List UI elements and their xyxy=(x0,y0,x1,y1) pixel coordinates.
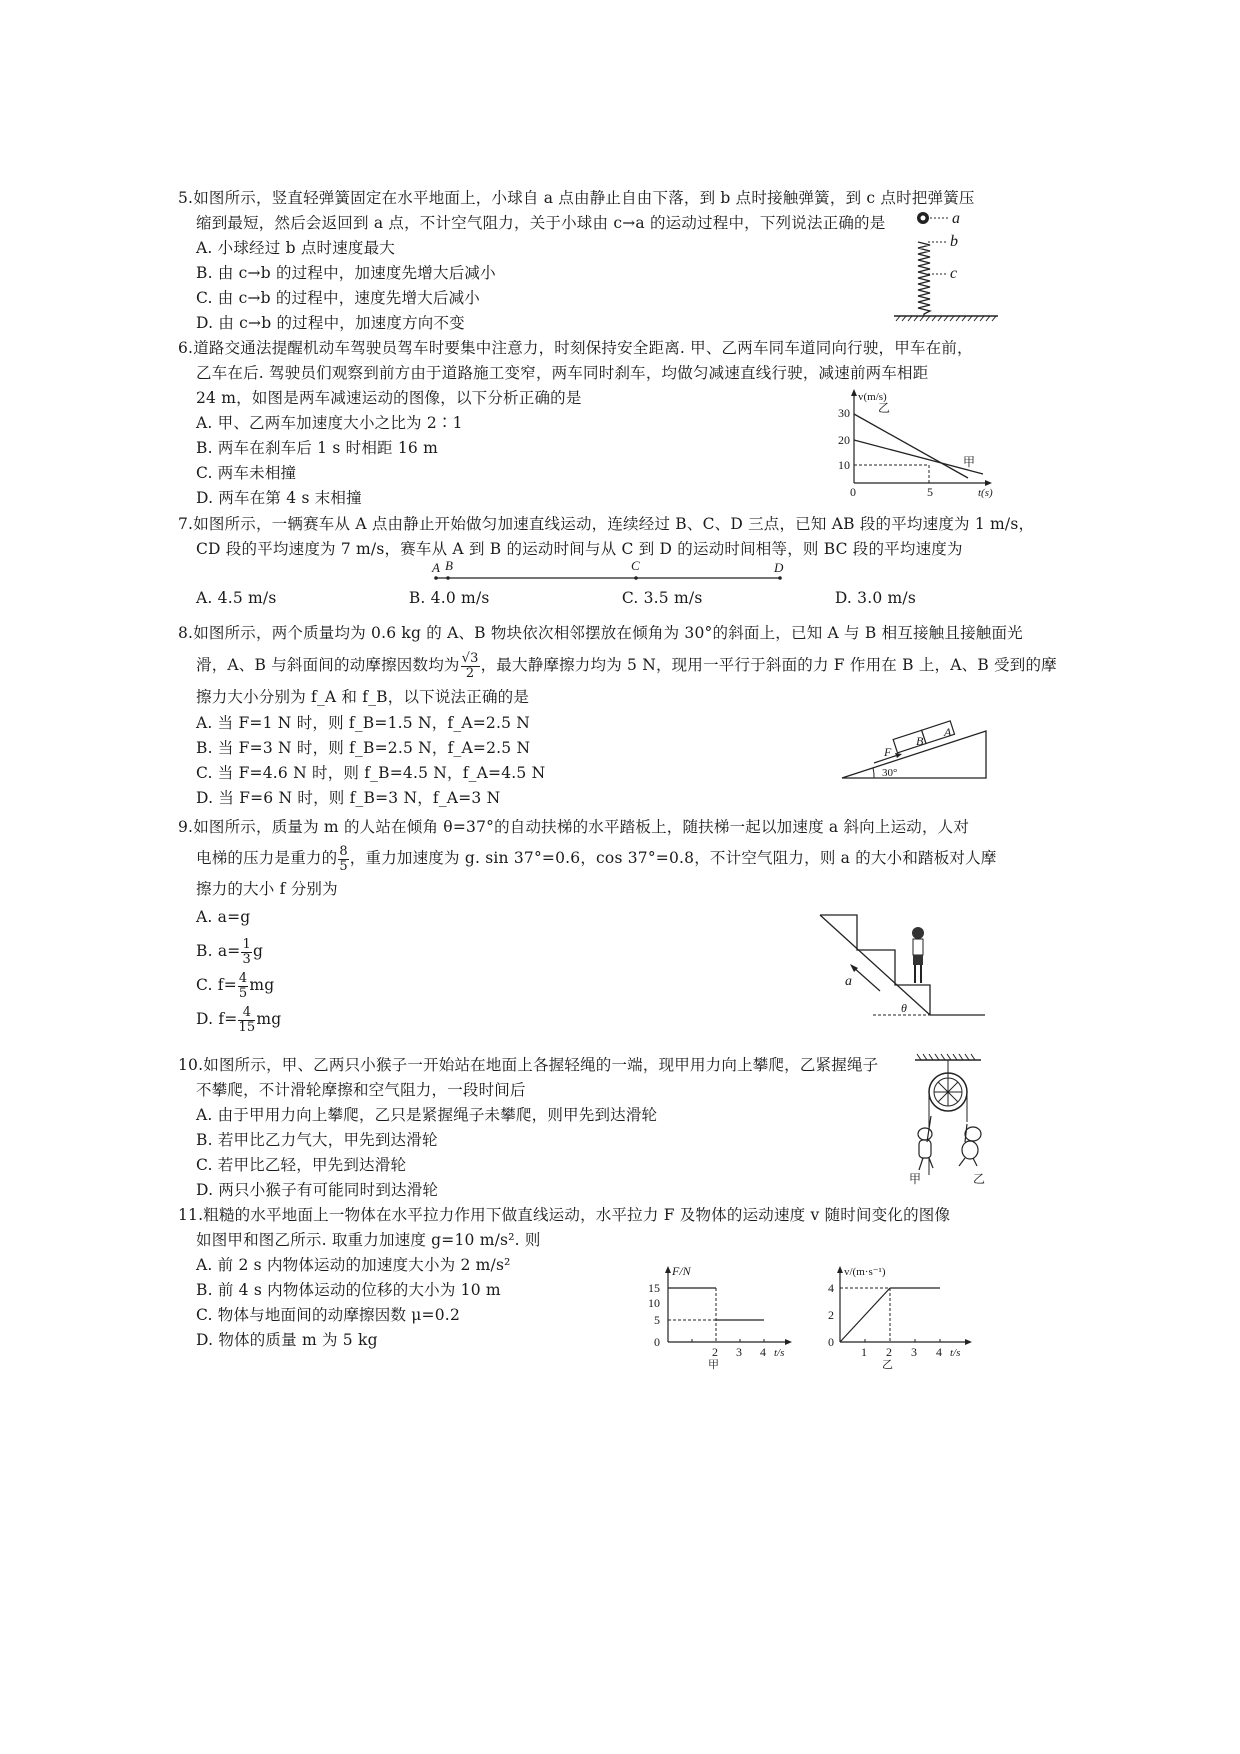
spring-figure xyxy=(890,208,1010,333)
monkey-yi-icon xyxy=(959,1124,981,1166)
fraction: $\frac{√3}{2}$ xyxy=(461,650,479,681)
svg-text:甲: 甲 xyxy=(708,1359,719,1371)
svg-text:2: 2 xyxy=(828,1308,834,1322)
option-c[interactable]: C. 两车未相撞 xyxy=(196,464,297,482)
question-8: 8.如图所示，两个质量均为 0.6 kg 的 A、B 物块依次相邻摆放在倾角为 30°的斜面上，已知 A 与 B 相互接触且接触面光 滑，A、B 与斜面间的动摩擦因数均为 $\frac{√3}{2}$ ，最大静摩擦力均为 5 N，现用一平行于斜面的力 F 作用在 B 上，A、B 受到的摩 擦力大小分别为 f_A 和 f_B，以下说法正确的是 xyxy=(178,624,1057,706)
svg-text:θ: θ xyxy=(901,1001,907,1015)
option-c[interactable]: C. 物体与地面间的动摩擦因数 μ=0.2 xyxy=(196,1306,460,1324)
option-d[interactable]: D. f= $\frac{4}{15}$ mg xyxy=(196,1004,282,1035)
svg-text:3: 3 xyxy=(911,1345,917,1359)
svg-text:30°: 30° xyxy=(882,767,898,779)
svg-text:2: 2 xyxy=(886,1345,892,1359)
question-number: 11. xyxy=(178,1206,204,1224)
escalator-figure xyxy=(805,905,1015,1015)
track-figure xyxy=(430,558,790,584)
svg-text:0: 0 xyxy=(654,1335,660,1349)
svg-text:t/s: t/s xyxy=(950,1347,961,1359)
svg-text:3: 3 xyxy=(736,1345,742,1359)
option-a[interactable]: A. a=g xyxy=(196,908,251,926)
option-c[interactable]: C. 由 c→b 的过程中，速度先增大后减小 xyxy=(196,289,481,307)
question-number: 7. xyxy=(178,515,194,533)
svg-text:20: 20 xyxy=(838,433,850,447)
question-7: 7.如图所示，一辆赛车从 A 点由静止开始做匀加速直线运动，连续经过 B、C、D 三点，已知 AB 段的平均速度为 1 m/s， CD 段的平均速度为 7 m/s，赛车从 A 到 B 的运动时间与从 C 到 D 的运动时间相等，则 BC 段的平均速度为 A. 4.5 m/s B. 4.0 m/s C. 3.5 m/s D. 3.0 m/s xyxy=(178,512,1034,611)
svg-text:10: 10 xyxy=(648,1296,660,1310)
option-a[interactable]: A. 小球经过 b 点时速度最大 xyxy=(196,239,396,257)
svg-text:c: c xyxy=(950,265,958,282)
svg-text:0: 0 xyxy=(828,1335,834,1349)
fraction: $\frac{8}{5}$ xyxy=(339,843,348,874)
option-d[interactable]: D. 两只小猴子有可能同时到达滑轮 xyxy=(196,1181,439,1199)
svg-text:4: 4 xyxy=(828,1281,834,1295)
option-d[interactable]: D. 3.0 m/s xyxy=(834,589,916,607)
option-b[interactable]: B. 前 4 s 内物体运动的位移的大小为 10 m xyxy=(196,1281,501,1299)
svg-text:b: b xyxy=(950,233,958,250)
question-6: 6.道路交通法提醒机动车驾驶员驾车时要集中注意力，时刻保持安全距离. 甲、乙两车同车道同向行驶，甲车在前， 乙车在后. 驾驶员们观察到前方由于道路施工变窄，两车同时刹车，均做匀减速直线行驶，减速前两车相距 24 m，如图是两车减速运动的图像，以下分析正确的是 A. 甲、乙两车加速度大小之比为 2∶1 B. 两车在刹车后 1 s 时相距 16 m C. 两车未相撞 D. 两车在第 4 s 末相撞 xyxy=(178,336,973,511)
svg-text:C: C xyxy=(631,558,640,573)
question-5 xyxy=(178,186,975,336)
svg-text:乙: 乙 xyxy=(882,1359,893,1371)
option-c[interactable]: C. 3.5 m/s xyxy=(621,589,703,607)
svg-text:F/N: F/N xyxy=(672,1264,691,1278)
option-b[interactable]: B. 两车在刹车后 1 s 时相距 16 m xyxy=(196,439,439,457)
svg-text:F: F xyxy=(884,745,892,759)
svg-text:30: 30 xyxy=(838,406,850,420)
option-b[interactable]: B. a= $\frac{1}{3}$ g xyxy=(196,936,264,967)
svg-text:B: B xyxy=(445,558,453,573)
option-c[interactable]: C. 若甲比乙轻，甲先到达滑轮 xyxy=(196,1156,407,1174)
svg-text:4: 4 xyxy=(936,1345,942,1359)
svg-text:a: a xyxy=(952,210,960,227)
svg-text:4: 4 xyxy=(760,1345,766,1359)
person-icon xyxy=(912,927,924,983)
svg-text:乙: 乙 xyxy=(973,1172,986,1186)
question-9-options xyxy=(178,900,281,1036)
svg-text:A: A xyxy=(944,725,952,739)
incline-figure xyxy=(838,712,998,782)
svg-text:v(m/s): v(m/s) xyxy=(858,391,887,403)
option-a[interactable]: A. 甲、乙两车加速度大小之比为 2∶1 xyxy=(196,414,463,432)
option-d[interactable]: D. 当 F=6 N 时，则 f_B=3 N，f_A=3 N xyxy=(196,789,501,807)
svg-text:甲: 甲 xyxy=(963,455,976,469)
pulley-figure xyxy=(895,1050,1015,1185)
ft-graph-jia xyxy=(638,1262,798,1371)
series-yi xyxy=(854,414,968,478)
spring-icon xyxy=(918,242,930,316)
option-b[interactable]: B. 由 c→b 的过程中，加速度先增大后减小 xyxy=(196,264,496,282)
vt-graph-q6 xyxy=(838,388,998,498)
svg-text:5: 5 xyxy=(927,485,933,499)
question-number: 6. xyxy=(178,339,194,357)
option-a[interactable]: A. 前 2 s 内物体运动的加速度大小为 2 m/s² xyxy=(196,1256,511,1274)
question-11: 11.粗糙的水平地面上一物体在水平拉力作用下做直线运动，水平拉力 F 及物体的运动速度 v 随时间变化的图像 如图甲和图乙所示. 取重力加速度 g=10 m/s². 则 A. 前 2 s 内物体运动的加速度大小为 2 m/s² B. 前 4 s 内物体运动的位移的大小为 10 m C. 物体与地面间的动摩擦因数 μ=0.2 D. 物体的质量 m 为 5 kg xyxy=(178,1203,950,1353)
svg-text:B: B xyxy=(916,734,924,748)
monkey-jia-icon xyxy=(918,1116,933,1170)
option-a[interactable]: A. 4.5 m/s xyxy=(196,589,277,607)
option-b[interactable]: B. 当 F=3 N 时，则 f_B=2.5 N，f_A=2.5 N xyxy=(196,739,531,757)
svg-text:甲: 甲 xyxy=(909,1172,922,1186)
option-d[interactable]: D. 两车在第 4 s 末相撞 xyxy=(196,489,362,507)
svg-text:t/s: t/s xyxy=(774,1347,785,1359)
svg-text:0: 0 xyxy=(850,485,856,499)
svg-text:v/(m·s⁻¹): v/(m·s⁻¹) xyxy=(844,1266,886,1278)
option-a[interactable]: A. 当 F=1 N 时，则 f_B=1.5 N，f_A=2.5 N xyxy=(196,714,531,732)
option-c[interactable]: C. f= $\frac{4}{5}$ mg xyxy=(196,970,275,1001)
question-number: 5. xyxy=(178,189,194,207)
vt-graph-yi xyxy=(820,1262,980,1371)
svg-text:a: a xyxy=(845,974,852,989)
question-8-options xyxy=(178,711,545,811)
question-number: 9. xyxy=(178,818,194,836)
question-stem-line: 5.如图所示，竖直轻弹簧固定在水平地面上，小球自 a 点由静止自由下落，到 b 点时接触弹簧，到 c 点时把弹簧压 xyxy=(178,189,975,207)
option-a[interactable]: A. 由于甲用力向上攀爬，乙只是紧握绳子未攀爬，则甲先到达滑轮 xyxy=(196,1106,658,1124)
svg-text:5: 5 xyxy=(654,1313,660,1327)
svg-text:t(s): t(s) xyxy=(978,487,993,499)
option-b[interactable]: B. 若甲比乙力气大，甲先到达滑轮 xyxy=(196,1131,438,1149)
question-number: 10. xyxy=(178,1056,204,1074)
svg-text:10: 10 xyxy=(838,458,850,472)
svg-text:1: 1 xyxy=(861,1345,867,1359)
option-d[interactable]: D. 物体的质量 m 为 5 kg xyxy=(196,1331,378,1349)
question-number: 8. xyxy=(178,624,194,642)
option-b[interactable]: B. 4.0 m/s xyxy=(408,589,490,607)
question-10: 10.如图所示，甲、乙两只小猴子一开始站在地面上各握轻绳的一端，现甲用力向上攀爬，乙紧握绳子 不攀爬，不计滑轮摩擦和空气阻力，一段时间后 A. 由于甲用力向上攀爬，乙只是紧握绳子未攀爬，则甲先到达滑轮 B. 若甲比乙力气大，甲先到达滑轮 C. 若甲比乙轻，甲先到达滑轮 D. 两只小猴子有可能同时到达滑轮 xyxy=(178,1053,878,1203)
option-d[interactable]: D. 由 c→b 的过程中，加速度方向不变 xyxy=(196,314,465,332)
svg-text:2: 2 xyxy=(712,1345,718,1359)
svg-text:15: 15 xyxy=(648,1281,660,1295)
question-9: 9.如图所示，质量为 m 的人站在倾角 θ=37°的自动扶梯的水平踏板上，随扶梯一起以加速度 a 斜向上运动，人对 电梯的压力是重力的 $\frac{8}{5}$ ，重力加速度为 g. sin 37°=0.6，cos 37°=0.8，不计空气阻力，则 a 的大小和踏板对人摩 擦力的大小 f 分别为 xyxy=(178,818,997,898)
svg-text:A: A xyxy=(432,560,440,575)
option-c[interactable]: C. 当 F=4.6 N 时，则 f_B=4.5 N，f_A=4.5 N xyxy=(196,764,546,782)
svg-text:D: D xyxy=(774,560,784,575)
question-stem-line: 缩到最短，然后会返回到 a 点，不计空气阻力，关于小球由 c→a 的运动过程中，下列说法正确的是 xyxy=(196,214,886,232)
options-row xyxy=(178,586,916,611)
svg-text:乙: 乙 xyxy=(878,401,891,415)
